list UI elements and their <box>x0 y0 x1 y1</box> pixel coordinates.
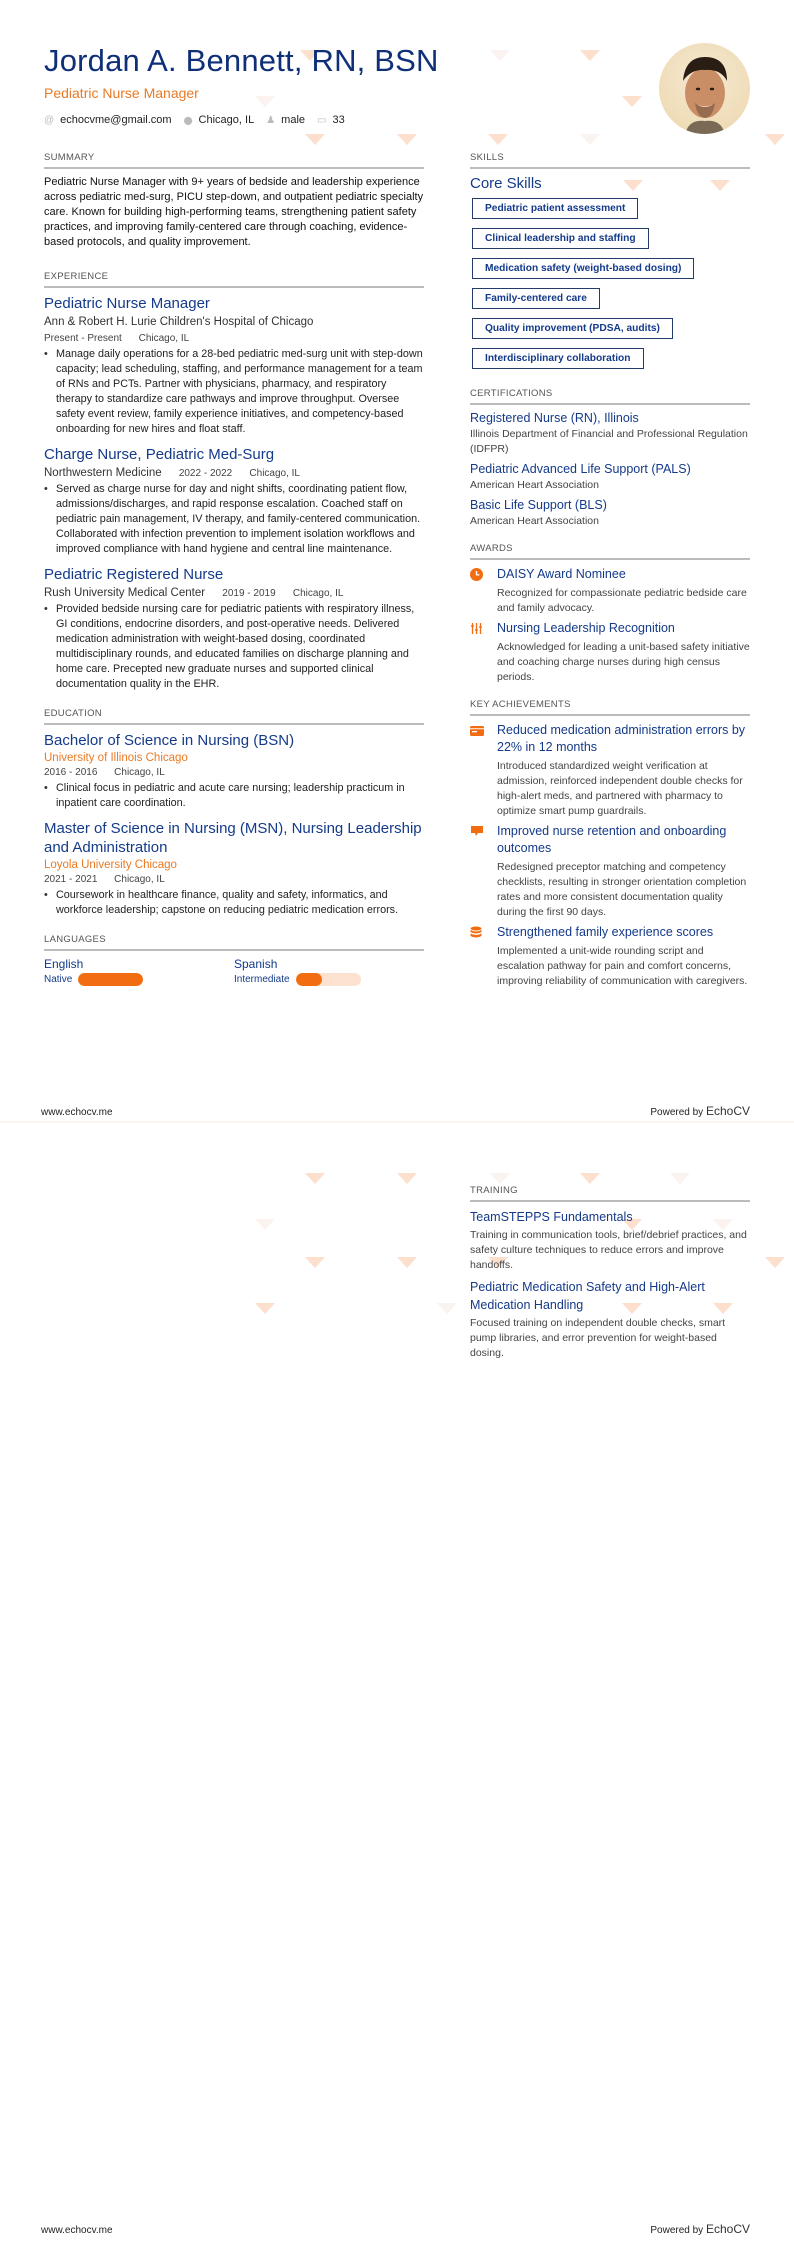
left-column <box>44 152 424 986</box>
avatar-icon <box>659 43 750 134</box>
decor-triangle <box>765 1257 785 1268</box>
decor-triangle <box>397 1257 417 1268</box>
training-title: Pediatric Medication Safety and High-Alert Medication Handling <box>470 1280 705 1312</box>
language-level: Native <box>44 974 73 985</box>
certification-name: Registered Nurse (RN), Illinois <box>470 411 639 425</box>
section-heading: SUMMARY <box>44 152 424 169</box>
footer-powered-by: Powered by EchoCV <box>650 1104 750 1118</box>
achievement-title: Improved nurse retention and onboarding outcomes <box>497 824 727 855</box>
experience-item <box>44 565 424 692</box>
resume-page-2 <box>0 1123 794 2246</box>
job-location: Chicago, IL <box>138 333 190 344</box>
company-name: Ann & Robert H. Lurie Children's Hospital of Chicago <box>44 316 314 328</box>
contact-gender <box>266 114 305 126</box>
languages-section <box>44 934 424 986</box>
education-location: Chicago, IL <box>114 767 165 778</box>
education-meta <box>44 874 424 885</box>
achievement-description: Introduced standardized weight verification at admission, reinforced independent double checks for high-alert meds, and partnered with pharmacy to optimize smart pump guardrails. <box>497 760 743 817</box>
achievement-item <box>470 823 750 920</box>
contact-email[interactable] <box>44 114 172 126</box>
certification-issuer: American Heart Association <box>470 479 599 491</box>
education-location: Chicago, IL <box>114 874 165 885</box>
experience-item <box>44 445 424 557</box>
language-proficiency-bar <box>296 973 361 986</box>
language-item <box>234 957 424 986</box>
right-column <box>470 152 750 993</box>
page-footer <box>41 1104 750 1118</box>
sliders-icon <box>470 622 483 635</box>
language-proficiency-bar <box>78 973 143 986</box>
achievement-title: Strengthened family experience scores <box>497 925 714 939</box>
contact-location <box>184 114 255 126</box>
education-item <box>44 731 424 811</box>
certifications-section <box>470 388 750 529</box>
education-dates: 2021 - 2021 <box>44 874 98 885</box>
training-section <box>470 1185 750 1361</box>
section-heading: EXPERIENCE <box>44 271 424 288</box>
skill-tag: Family-centered care <box>472 288 600 309</box>
job-dates: 2019 - 2019 <box>222 588 276 599</box>
education-meta <box>44 767 424 778</box>
resume-header <box>44 42 644 126</box>
degree-name: Master of Science in Nursing (MSN), Nursing Leadership and Administration <box>44 820 422 856</box>
skill-tag: Clinical leadership and staffing <box>472 228 649 249</box>
contact-line <box>44 114 644 126</box>
footer-brand[interactable]: EchoCV <box>705 2222 750 2236</box>
decor-triangle <box>580 134 600 145</box>
job-company-line <box>44 587 424 599</box>
database-icon <box>470 926 482 939</box>
achievement-description: Redesigned preceptor matching and competency checklists, resulting in stronger orientation completion rates and more consistent documentation quality during the first 90 days. <box>497 861 747 918</box>
contact-age <box>317 114 345 126</box>
language-item <box>44 957 234 986</box>
education-section <box>44 708 424 918</box>
candidate-title: Pediatric Nurse Manager <box>44 85 199 101</box>
job-meta <box>44 333 424 344</box>
decor-triangle <box>765 134 785 145</box>
skill-tag: Pediatric patient assessment <box>472 198 638 219</box>
job-title: Pediatric Registered Nurse <box>44 566 224 583</box>
decor-triangle <box>255 1303 275 1314</box>
location-text: Chicago, IL <box>198 114 255 126</box>
clock-icon <box>470 568 483 581</box>
speech-bubble-icon <box>470 825 484 838</box>
section-heading: AWARDS <box>470 543 750 560</box>
decor-triangle <box>305 1257 325 1268</box>
footer-brand[interactable]: EchoCV <box>705 1104 750 1118</box>
summary-text: Pediatric Nurse Manager with 9+ years of bedside and leadership experience across pediatric med-surg, PICU step-down, and outpatient pediatric specialty care. Known for building high-performing teams, strengthening patient safety practices, and improving family-centered care through coaching, evidence-based protocols, and quality improvement. <box>44 176 424 248</box>
skills-section <box>470 152 750 378</box>
award-description: Acknowledged for leading a unit-based safety initiative and coaching charge nurses during high census periods. <box>497 641 750 683</box>
company-name: Rush University Medical Center <box>44 587 206 599</box>
skill-tag: Interdisciplinary collaboration <box>472 348 644 369</box>
education-bullet: • Clinical focus in pediatric and acute care nursing; leadership practicum in inpatient care coordination. <box>44 781 424 811</box>
decor-triangle <box>305 1173 325 1184</box>
skill-group-title: Core Skills <box>470 175 542 192</box>
section-heading: LANGUAGES <box>44 934 424 951</box>
awards-section <box>470 543 750 685</box>
job-bullet: • Served as charge nurse for day and night shifts, coordinating patient flow, admissions/discharges, and rapid response escalation. Coached staff on pediatric pain management, IV therapy, and family-centered communication. Collaborated with infection prevention to implement isolation workflows and improved compliance with hand hygiene and central line maintenance. <box>44 482 424 557</box>
school-name: Loyola University Chicago <box>44 859 177 871</box>
decor-triangle <box>397 134 417 145</box>
job-location: Chicago, IL <box>292 588 344 599</box>
email-text: echocvme@gmail.com <box>60 114 172 126</box>
skill-tag: Quality improvement (PDSA, audits) <box>472 318 673 339</box>
job-bullet: • Manage daily operations for a 28-bed pediatric med-surg unit with step-down capacity; lead scheduling, staffing, and performance management for a team of RNs and PCTs. Partner with physicians, pharmacy, and respiratory therapy to standardize care pathways and improve throughput. Oversee safety event review, family experience initiatives, and competency-based onboarding for new hires and float staff. <box>44 347 424 437</box>
page-footer <box>41 2222 750 2236</box>
job-dates: 2022 - 2022 <box>178 468 233 479</box>
gender-text: male <box>281 114 306 126</box>
person-icon: ♟ <box>266 114 276 126</box>
education-item <box>44 819 424 918</box>
training-description: Training in communication tools, brief/debrief practices, and safety culture techniques to reduce errors and improve handoffs. <box>470 1229 747 1271</box>
job-location: Chicago, IL <box>249 468 300 479</box>
certification-issuer: American Heart Association <box>470 515 599 527</box>
experience-section <box>44 271 424 692</box>
award-item <box>470 566 750 616</box>
candidate-name: Jordan A. Bennett, RN, BSN <box>44 43 439 78</box>
achievement-item <box>470 722 750 819</box>
decor-triangle <box>397 1173 417 1184</box>
job-bullet: • Provided bedside nursing care for pediatric patients with respiratory illness, GI conditions, endocrine disorders, and post-operative needs. Delivered medication administration with weight-based dosing, coordinated multidisciplinary rounds, and educated families on discharge planning and home care. Precepted new graduate nurses and supported clinical documentation quality in the EHR. <box>44 602 424 692</box>
job-title: Charge Nurse, Pediatric Med-Surg <box>44 446 275 463</box>
section-heading: KEY ACHIEVEMENTS <box>470 699 750 716</box>
calendar-icon: ▭ <box>317 114 327 126</box>
decor-triangle <box>437 1303 457 1314</box>
profile-photo <box>659 43 750 134</box>
proficiency-fill <box>78 973 143 986</box>
certification-issuer: Illinois Department of Financial and Professional Regulation (IDFPR) <box>470 428 748 455</box>
experience-item <box>44 294 424 437</box>
section-heading: SKILLS <box>470 152 750 169</box>
location-pin-icon: ⬤ <box>183 115 193 125</box>
age-text: 33 <box>332 114 345 126</box>
achievements-section <box>470 699 750 989</box>
section-heading: CERTIFICATIONS <box>470 388 750 405</box>
education-dates: 2016 - 2016 <box>44 767 98 778</box>
summary-section <box>44 152 424 250</box>
certification-name: Pediatric Advanced Life Support (PALS) <box>470 462 691 476</box>
skill-tag: Medication safety (weight-based dosing) <box>472 258 694 279</box>
proficiency-fill <box>296 973 322 986</box>
section-heading: EDUCATION <box>44 708 424 725</box>
right-column <box>470 1185 750 1366</box>
footer-powered-by: Powered by EchoCV <box>650 2222 750 2236</box>
language-name: English <box>44 957 84 971</box>
achievement-item <box>470 924 750 989</box>
decor-triangle <box>305 134 325 145</box>
decor-triangle <box>255 1219 275 1230</box>
decor-triangle <box>580 1173 600 1184</box>
achievement-description: Implemented a unit-wide rounding script and escalation pathway for pain and comfort concerns, improving reliability of communication with caregivers. <box>497 945 748 987</box>
job-company-line <box>44 467 424 479</box>
company-name: Northwestern Medicine <box>44 467 162 479</box>
award-item <box>470 620 750 685</box>
award-title: Nursing Leadership Recognition <box>497 621 675 635</box>
certification-name: Basic Life Support (BLS) <box>470 498 607 512</box>
training-title: TeamSTEPPS Fundamentals <box>470 1210 633 1224</box>
achievement-title: Reduced medication administration errors by 22% in 12 months <box>497 723 746 754</box>
language-level: Intermediate <box>234 974 290 985</box>
footer-website-link[interactable]: www.echocv.me <box>41 1107 113 1118</box>
education-bullet: • Coursework in healthcare finance, quality and safety, informatics, and workforce leadership; capstone on reducing pediatric medication errors. <box>44 888 424 918</box>
decor-triangle <box>490 1173 510 1184</box>
job-title: Pediatric Nurse Manager <box>44 295 210 312</box>
training-description: Focused training on independent double checks, smart pump libraries, and error prevention for weight-based dosing. <box>470 1317 726 1359</box>
language-name: Spanish <box>234 957 278 971</box>
at-icon: @ <box>44 114 55 126</box>
decor-triangle <box>670 1173 690 1184</box>
decor-triangle <box>488 134 508 145</box>
award-description: Recognized for compassionate pediatric bedside care and family advocacy. <box>497 587 747 614</box>
job-dates: Present - Present <box>44 333 122 344</box>
section-heading: TRAINING <box>470 1185 750 1202</box>
school-name: University of Illinois Chicago <box>44 752 188 764</box>
award-title: DAISY Award Nominee <box>497 567 626 581</box>
footer-website-link[interactable]: www.echocv.me <box>41 2225 113 2236</box>
degree-name: Bachelor of Science in Nursing (BSN) <box>44 732 295 749</box>
credit-card-icon <box>470 725 484 737</box>
